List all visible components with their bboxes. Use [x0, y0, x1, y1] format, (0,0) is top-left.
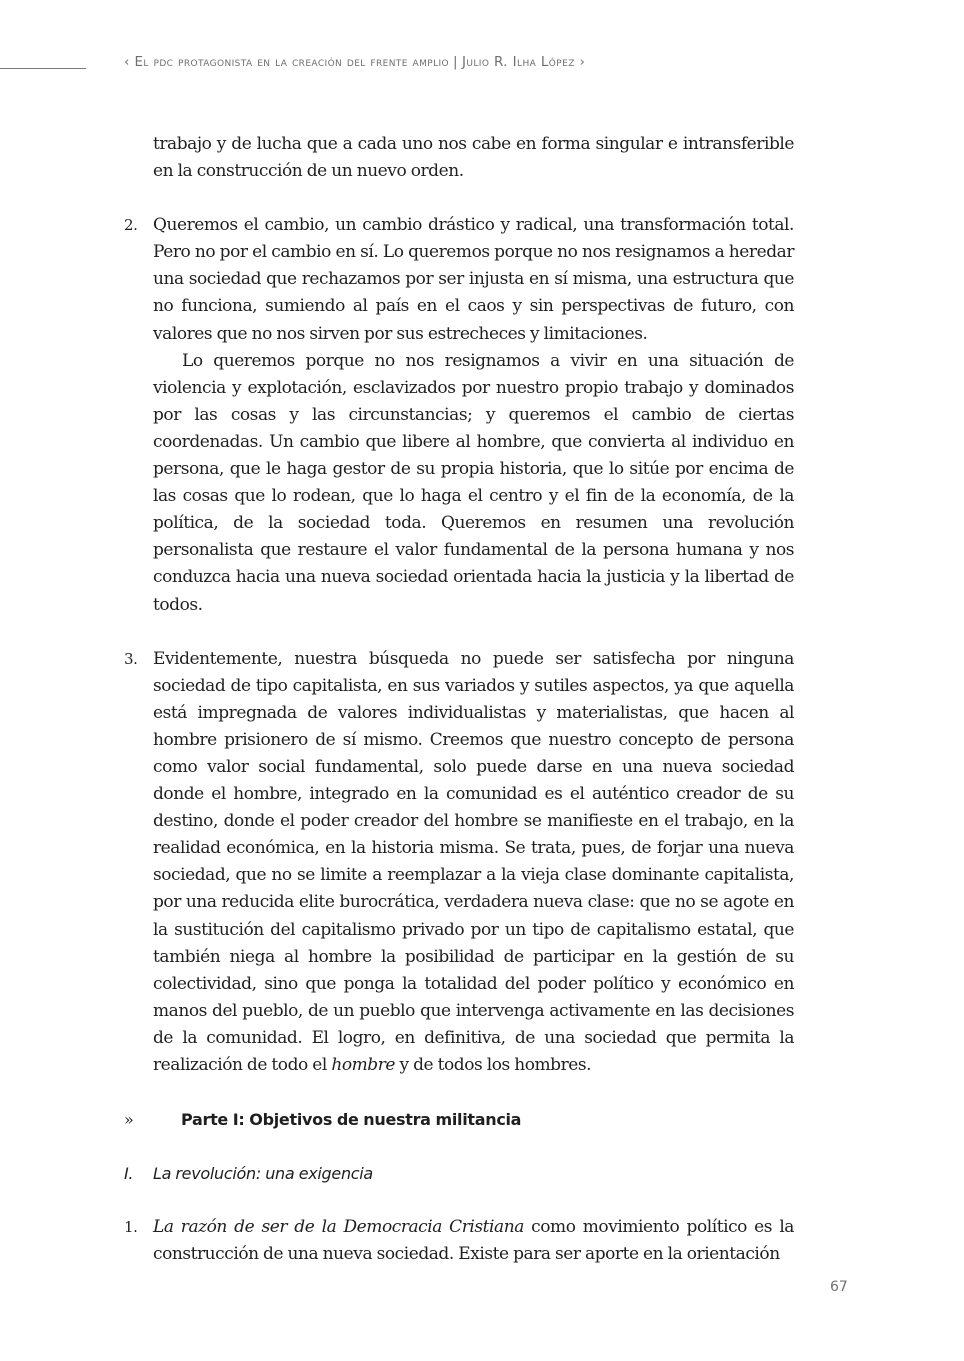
list-item-2: [124, 212, 794, 618]
emphasis: hombre: [331, 1055, 396, 1075]
part-heading: [124, 1106, 794, 1133]
continuation-paragraph: trabajo y de lucha que a cada uno nos cabe en forma singular e intransferible en la construcción de un nuevo orden.: [153, 134, 794, 182]
list-item-1: [124, 1214, 794, 1268]
section-heading: [124, 1160, 794, 1187]
header-author: Julio R. Ilha López ›: [461, 54, 586, 70]
list-number: 1.: [124, 1218, 138, 1237]
list-number: 2.: [124, 216, 138, 235]
list-item-3: [124, 646, 794, 1080]
running-header: [124, 54, 585, 70]
list-number: 3.: [124, 649, 138, 668]
header-book-title: ‹ El pdc protagonista en la creación del frente amplio: [124, 54, 450, 70]
list-item-text: Evidentemente, nuestra búsqueda no puede ser satisfecha por ninguna sociedad de tipo capitalista, en sus variados y sutiles aspectos, ya que aquella está impregnada de valores individualistas y materialistas, que hacen al hombre prisionero de sí mismo. Creemos que nuestro concepto de persona como valor social fundamental, solo puede darse en una nueva sociedad donde el hombre, integrado en la comunidad es el auténtico creador de su destino, donde el poder creador del hombre se manifieste en el trabajo, en la realidad económica, en la historia misma. Se trata, pues, de forjar una nueva sociedad, que no se limite a reemplazar a la vieja clase dominante capitalista, por una reducida elite burocrática, verdadera nueva clase: que no se agote en la sustitución del capitalismo privado por un tipo de capitalismo estatal, que también niega al hombre la posibilidad de participar en la gestión de su colectividad, sino que ponga la totalidad del poder político y económico en manos del pueblo, de un pueblo que intervenga activamente en las decisiones de la comunidad. El logro, en definitiva, de una sociedad que permita la realización de todo el hombre y de todos los hombres.: [153, 648, 794, 1075]
page-number: 67: [830, 1279, 848, 1295]
header-rule: [0, 68, 86, 69]
list-item-text: La razón de ser de la Democracia Cristiana como movimiento político es la construcción de una nueva sociedad. Existe para ser aporte en la orientación: [153, 1217, 794, 1265]
list-item-text-continued: Lo queremos porque no nos resignamos a vivir en una situación de violencia y explotación, esclavizados por nuestro propio trabajo y dominados por las cosas y las circunstancias; y queremos el cambio de ciertas coordenadas. Un cambio que libere al hombre, que convierta al individuo en persona, que le haga gestor de su propia historia, que lo sitúe por encima de las cosas que lo rodean, que lo haga el centro y el fin de la economía, de la política, de la sociedad toda. Queremos en resumen una revolución personalista que restaure el valor fundamental de la persona humana y nos conduzca hacia una nueva sociedad orientada hacia la justicia y la libertad de todos.: [153, 350, 794, 615]
list-item-text: Queremos el cambio, un cambio drástico y radical, una transformación total. Pero no por el cambio en sí. Lo queremos porque no nos resignamos a heredar una sociedad que rechazamos por ser injusta en sí misma, una estructura que no funciona, sumiendo al país en el caos y sin perspectivas de futuro, con valores que no nos sirven por sus estrecheces y limitaciones.: [153, 215, 794, 344]
header-separator: |: [453, 54, 458, 70]
section-number: I.: [124, 1164, 134, 1184]
emphasis: La razón de ser de la Democracia Cristiana: [153, 1217, 524, 1238]
part-heading-text: Parte I: Objetivos de nuestra militancia: [181, 1110, 522, 1130]
section-heading-text: La revolución: una exigencia: [153, 1164, 373, 1184]
page-body: [124, 131, 794, 1268]
part-bullet: »: [124, 1110, 134, 1130]
